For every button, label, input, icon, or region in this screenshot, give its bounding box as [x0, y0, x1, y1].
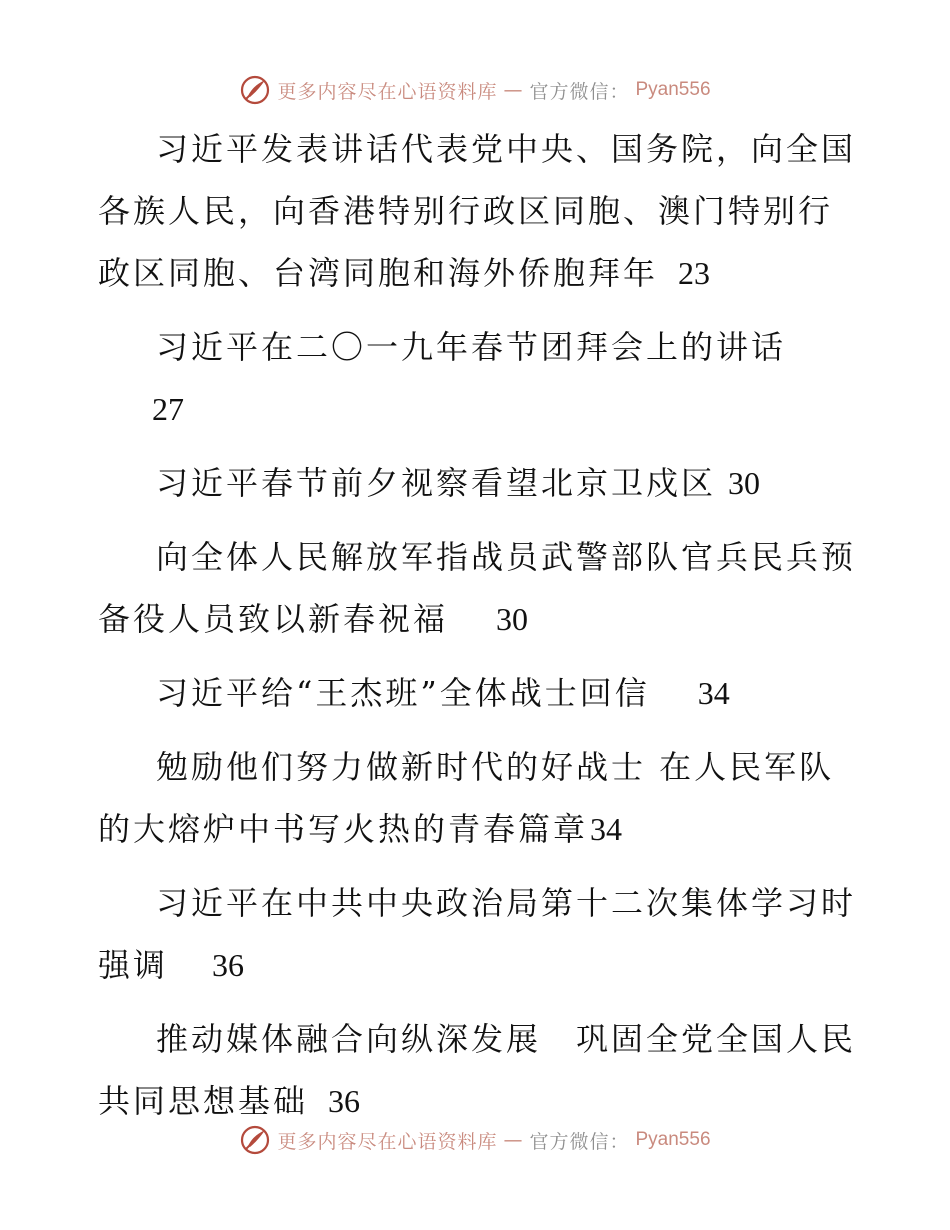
toc-entry-title: 习近平春节前夕视察看望北京卫戍区 — [156, 464, 717, 502]
toc-entry-title: 习近平发表讲话代表党中央、国务院，向全国各族人民，向香港特别行政区同胞、澳门特别行政区同胞、台湾同胞和海外侨胞拜年 — [98, 130, 857, 292]
watermark-dash: — — [503, 79, 524, 101]
watermark-footer — [0, 1122, 950, 1158]
toc-entry — [98, 316, 858, 440]
toc-entry — [98, 1008, 858, 1132]
toc-entry — [98, 452, 858, 514]
watermark-wechat-id: Pyan556 — [635, 79, 711, 100]
toc-entry-page: 34 — [697, 675, 730, 711]
toc-entry — [98, 118, 858, 304]
toc-list — [98, 118, 858, 1144]
toc-entry — [98, 872, 858, 996]
quill-logo-icon — [239, 1124, 271, 1156]
toc-entry-page: 30 — [728, 465, 761, 501]
watermark-wechat-label: 官方微信： — [529, 1130, 630, 1153]
toc-entry-page: 36 — [212, 947, 245, 983]
toc-entry — [98, 526, 858, 650]
toc-entry-page: 34 — [590, 811, 623, 847]
toc-entry-title: 勉励他们努力做新时代的好战士 在人民军队的大熔炉中书写火热的青春篇章 — [98, 748, 835, 848]
toc-entry-title: 习近平在中共中央政治局第十二次集体学习时强调 — [98, 884, 857, 984]
toc-entry-title: 习近平给“王杰班”全体战士回信 — [156, 674, 650, 712]
toc-entry-page: 36 — [328, 1083, 361, 1119]
toc-entry-page: 23 — [678, 255, 711, 291]
quill-logo-icon — [239, 74, 271, 106]
watermark-site-name: 更多内容尽在心语资料库 — [277, 80, 498, 103]
toc-entry — [98, 736, 858, 860]
toc-entry — [98, 662, 858, 724]
watermark-header — [0, 72, 950, 108]
watermark-dash: — — [503, 1129, 524, 1151]
toc-entry-page: 30 — [496, 601, 529, 637]
watermark-site-name: 更多内容尽在心语资料库 — [277, 1130, 498, 1153]
watermark-wechat-id: Pyan556 — [635, 1129, 711, 1150]
toc-entry-page: 27 — [152, 391, 184, 427]
toc-entry-title: 向全体人民解放军指战员武警部队官兵民兵预备役人员致以新春祝福 — [98, 538, 857, 638]
watermark-wechat-label: 官方微信： — [529, 80, 630, 103]
toc-entry-title: 习近平在二〇一九年春节团拜会上的讲话 — [156, 328, 787, 366]
toc-entry-title: 推动媒体融合向纵深发展 巩固全党全国人民共同思想基础 — [98, 1020, 857, 1120]
